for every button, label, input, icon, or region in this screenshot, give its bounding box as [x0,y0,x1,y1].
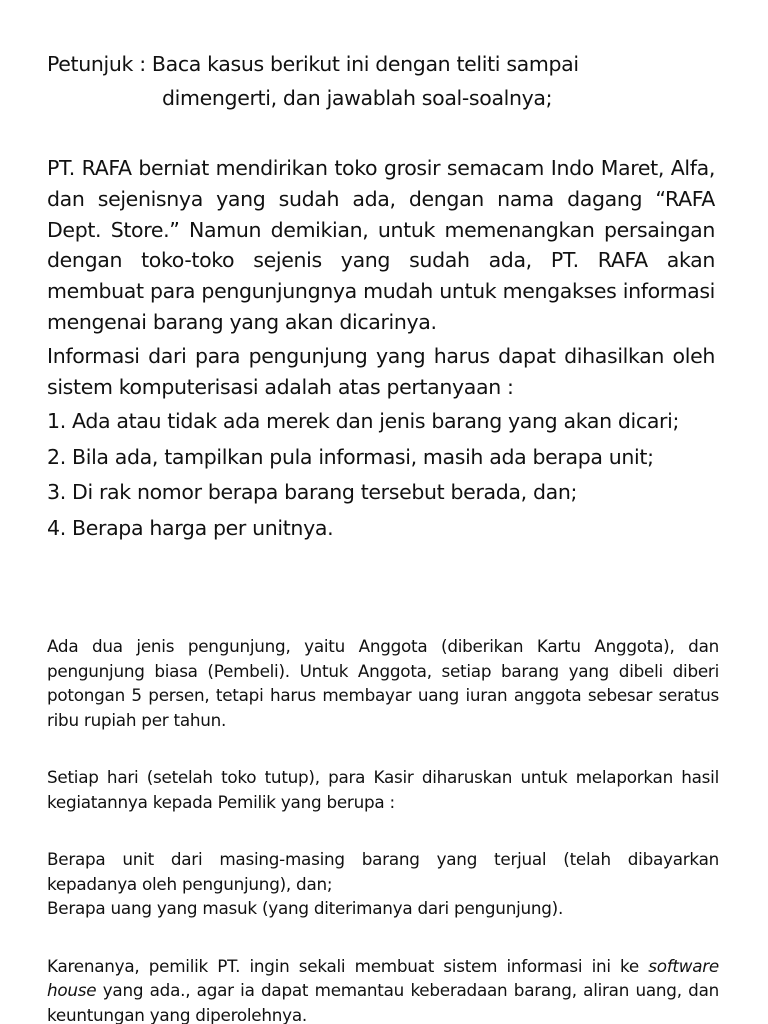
closing-text-a: Karenanya, pemilik PT. ingin sekali membuat sistem informasi ini ke [47,955,649,976]
closing-text-b: yang ada., agar ia dapat memantau keberadaan barang, aliran uang, dan keuntungan yang diperolehnya. [47,980,719,1024]
cashier-paragraph: Setiap hari (setelah toko tutup), para Kasir diharuskan untuk melaporkan hasil kegiatannya kepada Pemilik yang berupa : [47,767,719,812]
question-item: 4. Berapa harga per unitnya. [47,515,334,540]
case-paragraph-2: Informasi dari para pengunjung yang harus dapat dihasilkan oleh sistem komputerisasi adalah atas pertanyaan : [47,343,715,399]
visitors-paragraph: Ada dua jenis pengunjung, yaitu Anggota (diberikan Kartu Anggota), dan pengunjung biasa (Pembeli). Untuk Anggota, setiap barang yang dibeli diberi potongan 5 persen, tetapi harus membayar uang iuran anggota sebesar seratus ribu rupiah per tahun. [47,636,719,730]
question-item: 3. Di rak nomor berapa barang tersebut berada, dan; [47,480,578,505]
details-section [47,634,719,1024]
report-item-1: Berapa unit dari masing-masing barang yang terjual (telah dibayarkan kepadanya oleh pengunjung), dan; [47,849,719,894]
closing-paragraph [47,954,719,1024]
question-list [47,404,715,546]
question-item: 2. Bila ada, tampilkan pula informasi, masih ada berapa unit; [47,444,654,469]
instruction-line-1: Petunjuk : Baca kasus berikut ini dengan teliti sampai [47,52,579,76]
case-paragraph-1: PT. RAFA berniat mendirikan toko grosir semacam Indo Maret, Alfa, dan sejenisnya yang sudah ada, dengan nama dagang “RAFA Dept. Store.” Namun demikian, untuk memenangkan persaingan dengan toko-toko sejenis yang sudah ada, PT. RAFA akan membuat para pengunjungnya mudah untuk mengakses informasi mengenai barang yang akan dicarinya. [47,156,715,334]
question-item: 1. Ada atau tidak ada merek dan jenis barang yang akan dicari; [47,409,680,434]
instruction-block [47,47,727,115]
case-description [47,153,715,546]
report-item-2: Berapa uang yang masuk (yang diterimanya dari pengunjung). [47,898,564,918]
software-house-term: software house [47,955,719,1000]
instruction-line-2: dimengerti, dan jawablah soal-soalnya; [162,86,553,110]
